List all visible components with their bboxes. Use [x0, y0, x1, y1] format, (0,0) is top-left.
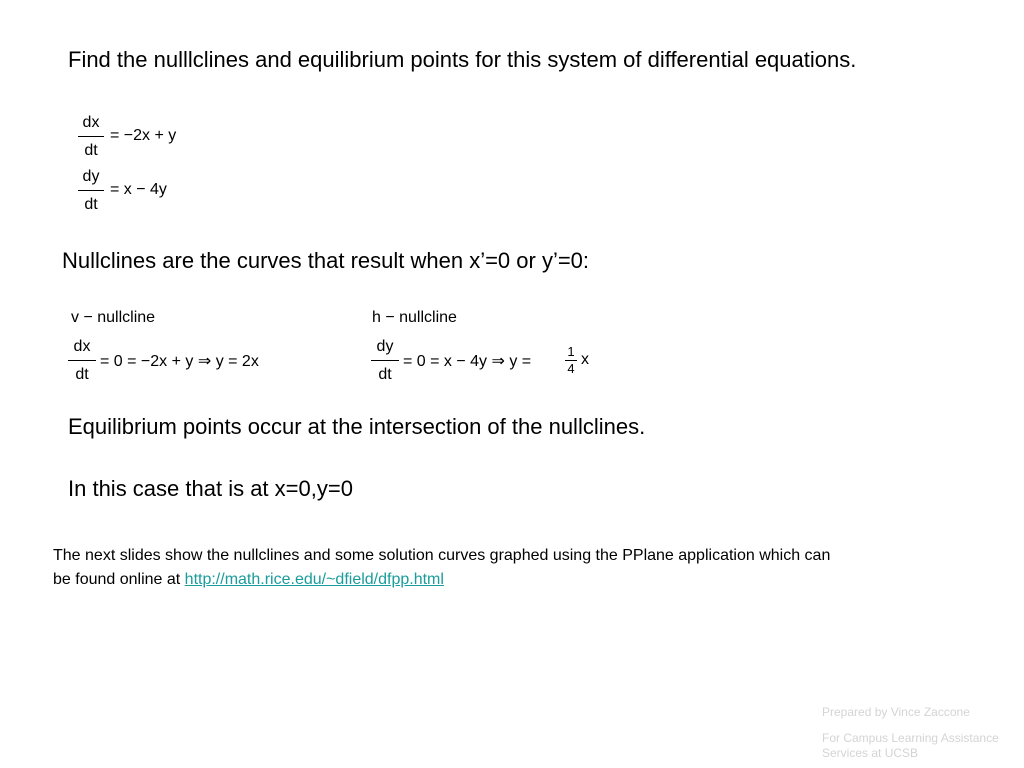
eq2-numerator: dy	[82, 168, 100, 185]
h-nullcline-label: h − nullcline	[372, 309, 457, 326]
h-nullcline-fraction-bar	[371, 360, 399, 361]
eq2-rhs: = x − 4y	[110, 181, 167, 198]
pplane-note-text: The next slides show the nullclines and some solution curves graphed using the PPlane application which can be found online at	[53, 547, 831, 588]
quarter-denominator: 4	[567, 361, 575, 376]
eq1-denominator: dt	[84, 142, 98, 159]
v-nullcline-denominator: dt	[75, 366, 89, 383]
equilibrium-case: In this case that is at x=0,y=0	[68, 476, 353, 501]
eq1-numerator: dx	[82, 114, 100, 131]
pplane-note	[53, 544, 843, 592]
v-nullcline-fraction-bar	[68, 360, 96, 361]
v-nullcline-fraction	[68, 337, 96, 385]
eq1-fraction	[78, 113, 104, 161]
v-nullcline-numerator: dx	[73, 338, 91, 355]
eq1-rhs: = −2x + y	[110, 127, 177, 144]
eq2-fraction	[78, 167, 104, 215]
footer-affiliation: For Campus Learning Assistance Services at UCSB	[822, 731, 999, 760]
v-nullcline-equation: = 0 = −2x + y ⇒ y = 2x	[100, 353, 259, 370]
eq2-fraction-bar	[78, 190, 104, 191]
h-nullcline-denominator: dt	[378, 366, 392, 383]
h-nullcline-x: x	[581, 351, 589, 368]
eq1-fraction-bar	[78, 136, 104, 137]
nullclines-intro: Nullclines are the curves that result when x’=0 or y’=0:	[62, 248, 590, 273]
h-nullcline-equation: = 0 = x − 4y ⇒ y =	[403, 353, 532, 370]
eq2-denominator: dt	[84, 196, 98, 213]
v-nullcline-label: v − nullcline	[71, 309, 156, 326]
equilibrium-statement: Equilibrium points occur at the intersection of the nullclines.	[68, 414, 646, 439]
footer-credit: Prepared by Vince Zaccone	[822, 705, 970, 719]
h-nullcline-quarter-fraction	[565, 345, 577, 376]
h-nullcline-numerator: dy	[376, 338, 394, 355]
h-nullcline-fraction	[371, 337, 399, 385]
pplane-link[interactable]: http://math.rice.edu/~dfield/dfpp.html	[184, 571, 444, 588]
page-title: Find the nulllclines and equilibrium points for this system of differential equations.	[68, 47, 857, 72]
quarter-numerator: 1	[567, 344, 575, 359]
